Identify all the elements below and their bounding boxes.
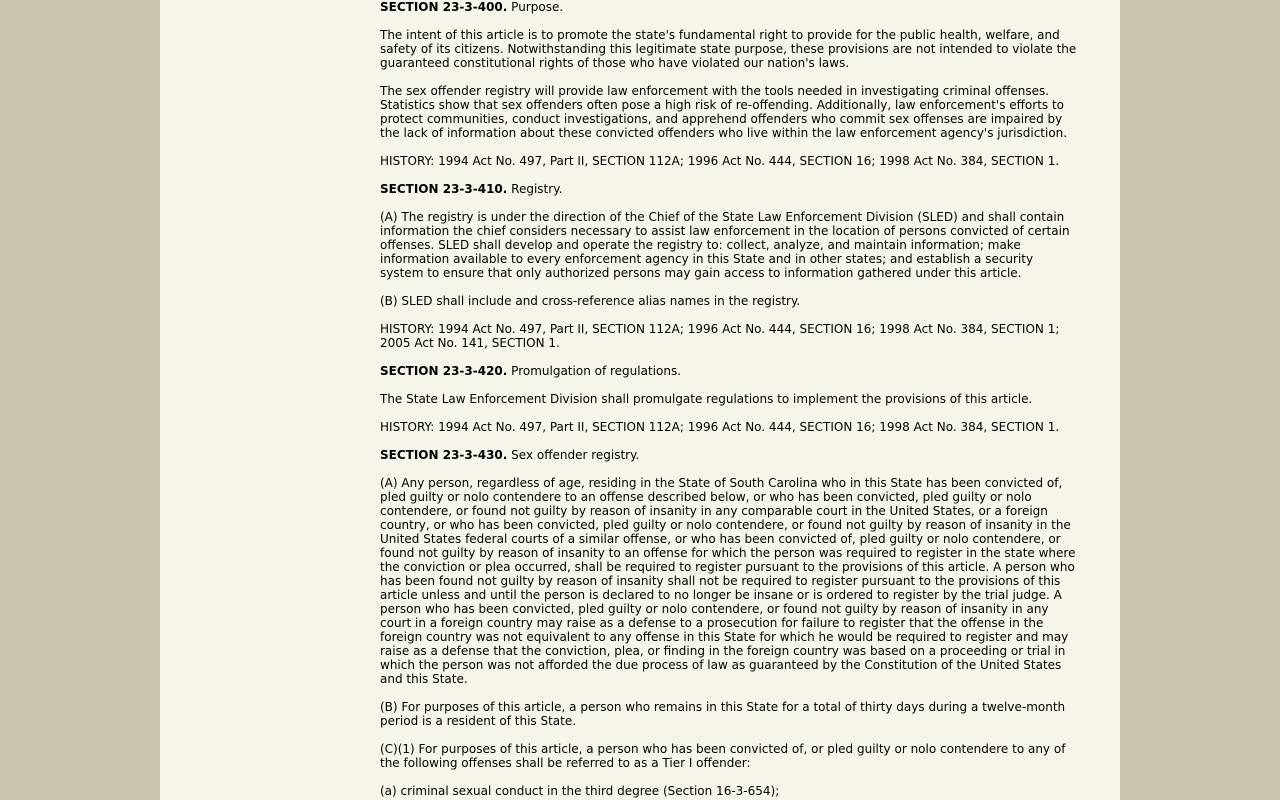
document-content	[380, 0, 1080, 800]
section-title: Promulgation of regulations.	[511, 364, 682, 378]
section-number: SECTION 23-3-410.	[380, 182, 508, 196]
section-heading	[380, 448, 1080, 462]
section-paragraph: (a) criminal sexual conduct in the third degree (Section 16-3-654);	[380, 784, 780, 798]
section-number: SECTION 23-3-400.	[380, 0, 508, 14]
section-paragraph: The intent of this article is to promote the state's fundamental right to provide for the public health, welfare, and safety of its citizens. Notwithstanding this legitimate state purpose, these provisions are not intended to violate the guaranteed constitutional rights of those who have violated our nation's laws.	[380, 28, 1077, 70]
history-note: HISTORY: 1994 Act No. 497, Part II, SECTION 112A; 1996 Act No. 444, SECTION 16; 1998 Act No. 384, SECTION 1.	[380, 154, 1060, 168]
section-number: SECTION 23-3-430.	[380, 448, 508, 462]
section-heading	[380, 182, 1080, 196]
section-paragraph: (B) For purposes of this article, a person who remains in this State for a total of thirty days during a twelve-month period is a resident of this State.	[380, 700, 1066, 728]
section-paragraph: The State Law Enforcement Division shall promulgate regulations to implement the provisions of this article.	[380, 392, 1033, 406]
section-paragraph: (A) The registry is under the direction of the Chief of the State Law Enforcement Division (SLED) and shall contain information the chief considers necessary to assist law enforcement in the location of persons convicted of certain offenses. SLED shall develop and operate the registry to: collect, analyze, and maintain information; make information available to every enforcement agency in this State and in other states; and establish a security system to ensure that only authorized persons may gain access to information gathered under this article.	[380, 210, 1070, 280]
section-heading	[380, 364, 1080, 378]
section-paragraph: (A) Any person, regardless of age, residing in the State of South Carolina who in this State has been convicted of, pled guilty or nolo contendere to an offense described below, or who has been convicted, pled guilty or nolo contendere, or found not guilty by reason of insanity in any comparable court in the United States, or a foreign country, or who has been convicted, pled guilty or nolo contendere, or found not guilty by reason of insanity in the United States federal courts of a similar offense, or who has been convicted of, pled guilty or nolo contendere, or found not guilty by reason of insanity to an offense for which the person was required to register in the state where the conviction or plea occurred, shall be required to register pursuant to the provisions of this article. A person who has been found not guilty by reason of insanity shall not be required to register pursuant to the provisions of this article unless and until the person is declared to no longer be insane or is ordered to register by the trial judge. A person who has been convicted, pled guilty or nolo contendere, or found not guilty by reason of insanity in any court in a foreign country may raise as a defense to a prosecution for failure to register that the offense in the foreign country was not equivalent to any offense in this State for which he would be required to register and may raise as a defense that the conviction, plea, or finding in the foreign country was based on a proceeding or trial in which the person was not afforded the due process of law as guaranteed by the Constitution of the United States and this State.	[380, 476, 1076, 686]
section-paragraph: (C)(1) For purposes of this article, a person who has been convicted of, or pled guilty or nolo contendere to any of the following offenses shall be referred to as a Tier I offender:	[380, 742, 1066, 770]
section-title: Sex offender registry.	[511, 448, 640, 462]
section-paragraph: The sex offender registry will provide law enforcement with the tools needed in investigating criminal offenses. Statistics show that sex offenders often pose a high risk of re-offending. Additionally, law enforcement's efforts to protect communities, conduct investigations, and apprehend offenders who commit sex offenses are impaired by the lack of information about these convicted offenders who live within the law enforcement agency's jurisdiction.	[380, 84, 1068, 140]
section-title: Purpose.	[511, 0, 564, 14]
section-title: Registry.	[511, 182, 563, 196]
document-page	[160, 0, 1120, 800]
history-note: HISTORY: 1994 Act No. 497, Part II, SECTION 112A; 1996 Act No. 444, SECTION 16; 1998 Act No. 384, SECTION 1; 2005 Act No. 141, SECTION 1.	[380, 322, 1060, 350]
section-number: SECTION 23-3-420.	[380, 364, 508, 378]
section-paragraph: (B) SLED shall include and cross-reference alias names in the registry.	[380, 294, 801, 308]
section-heading	[380, 0, 1080, 14]
history-note: HISTORY: 1994 Act No. 497, Part II, SECTION 112A; 1996 Act No. 444, SECTION 16; 1998 Act No. 384, SECTION 1.	[380, 420, 1060, 434]
